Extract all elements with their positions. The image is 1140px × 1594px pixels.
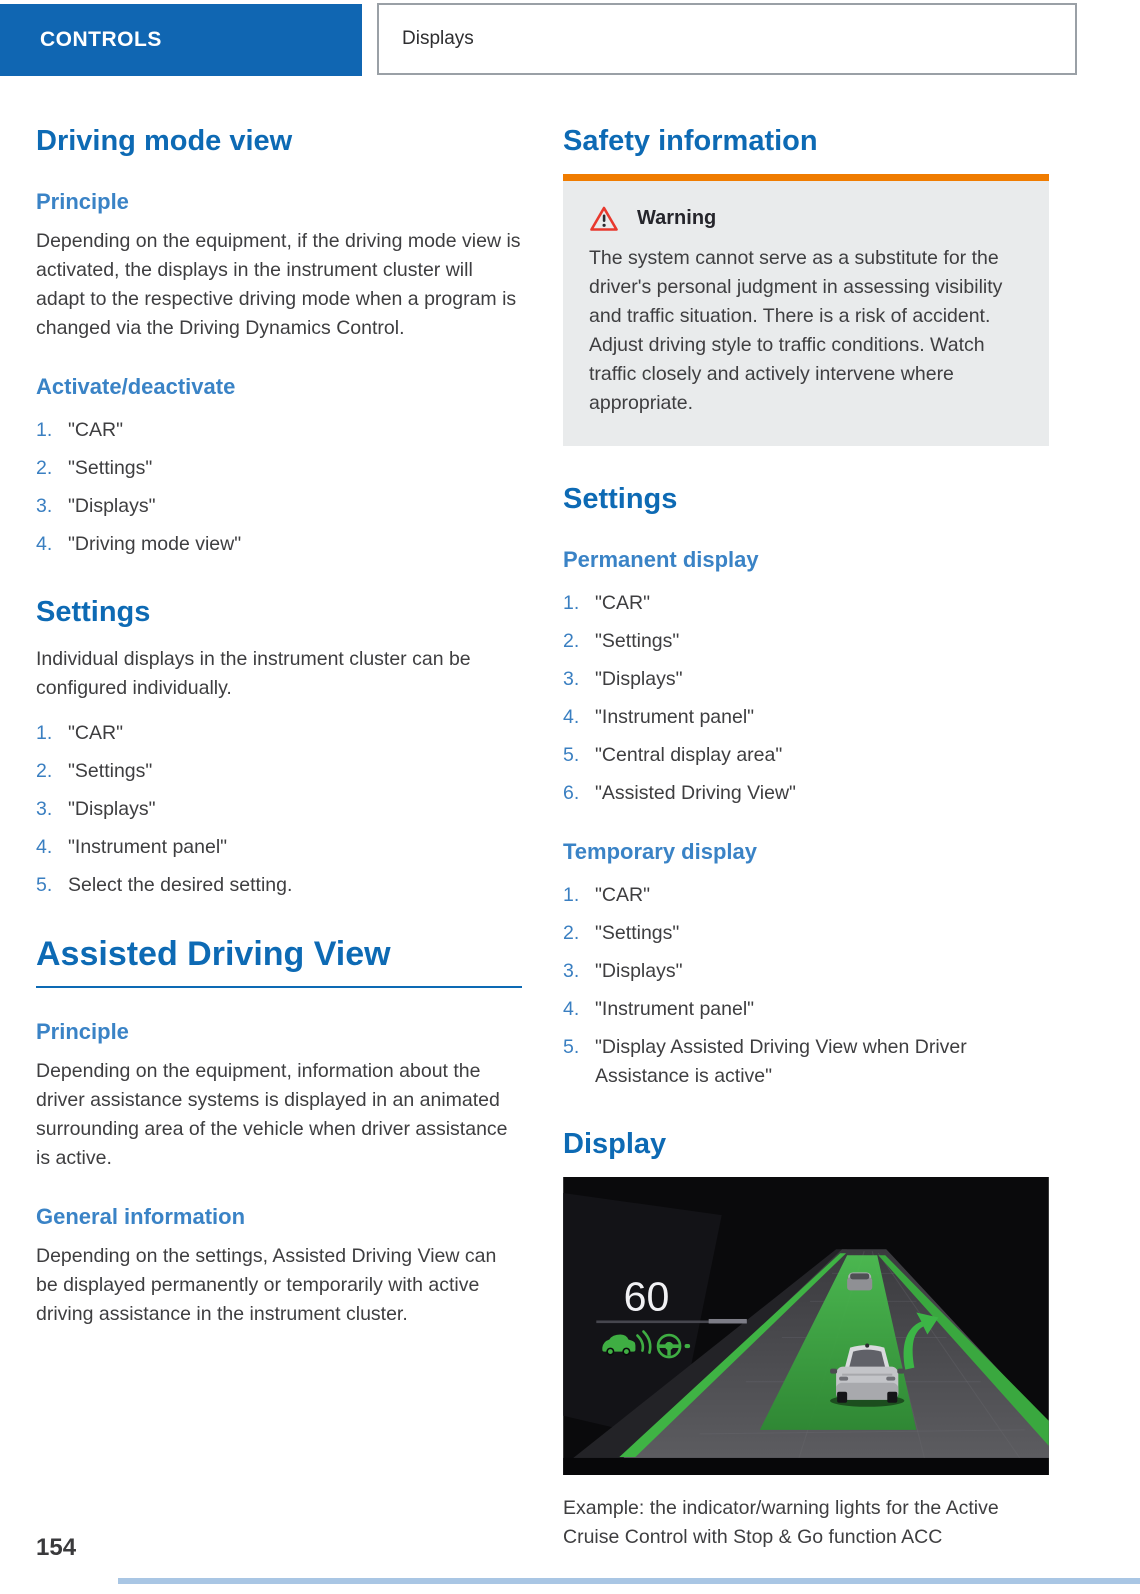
list-number: 1. xyxy=(36,419,53,441)
settings-steps xyxy=(36,719,522,900)
list-number: 5. xyxy=(36,874,53,896)
list-label: "Instrument panel" xyxy=(595,706,755,728)
principle-2-paragraph: Depending on the equipment, information about the driver assistance systems is displayed in an animated surrounding area of the vehicle when driver assistance is active. xyxy=(36,1060,508,1169)
list-label: "Assisted Driving View" xyxy=(595,782,796,804)
footer-rule xyxy=(118,1578,1140,1584)
list-number: 2. xyxy=(563,630,580,652)
list-label: "Displays" xyxy=(595,960,683,982)
list-item xyxy=(36,492,522,521)
subheading-temporary-display: Temporary display xyxy=(563,839,757,864)
subheading-general-information: General information xyxy=(36,1204,246,1229)
list-item xyxy=(36,530,522,559)
list-number: 1. xyxy=(36,722,53,744)
list-number: 3. xyxy=(36,798,53,820)
list-item xyxy=(36,454,522,483)
list-label: "Displays" xyxy=(595,668,683,690)
list-item xyxy=(563,627,1049,656)
list-number: 3. xyxy=(36,495,53,517)
heading-driving-mode-view: Driving mode view xyxy=(36,125,293,157)
speed-value: 60 xyxy=(623,1273,670,1320)
list-label: "Displays" xyxy=(68,495,156,517)
list-number: 1. xyxy=(563,592,580,614)
list-label: "Displays" xyxy=(68,798,156,820)
list-item xyxy=(563,589,1049,618)
heading-display: Display xyxy=(563,1128,667,1160)
warning-body: The system cannot serve as a substitute for the driver's personal judgment in assessing visibility and traffic situation. There is a risk of accident. Adjust driving style to traffic conditions. Watch traffic closely and actively intervene where appropriate. xyxy=(589,247,1003,414)
list-label: "Instrument panel" xyxy=(595,998,755,1020)
list-label: Select the desired setting. xyxy=(68,874,293,896)
list-item xyxy=(563,741,1049,770)
subheading-activate-deactivate: Activate/deactivate xyxy=(36,374,236,399)
list-label: "Instrument panel" xyxy=(68,836,228,858)
list-item xyxy=(36,833,522,862)
list-label: "Settings" xyxy=(68,760,153,782)
temporary-display-steps xyxy=(563,881,1049,1091)
list-item xyxy=(563,957,1049,986)
principle-paragraph: Depending on the equipment, if the driving mode view is activated, the displays in the instrument cluster will adapt to the respective driving mode when a program is changed via the Driving Dynamics Control. xyxy=(36,230,521,339)
subheading-principle-2: Principle xyxy=(36,1019,129,1044)
warning-header xyxy=(589,205,1023,232)
section-tab xyxy=(0,4,362,76)
heading-settings-left: Settings xyxy=(36,596,151,628)
list-number: 2. xyxy=(563,922,580,944)
page-number: 154 xyxy=(36,1534,77,1561)
list-number: 3. xyxy=(563,960,580,982)
list-number: 2. xyxy=(36,457,53,479)
list-item xyxy=(36,416,522,445)
list-item xyxy=(563,881,1049,910)
right-column xyxy=(563,118,1049,1552)
section-label: CONTROLS xyxy=(40,28,162,51)
list-number: 5. xyxy=(563,1036,580,1058)
heading-assisted-driving-view: Assisted Driving View xyxy=(36,934,522,988)
list-item xyxy=(563,665,1049,694)
list-label: "Central display area" xyxy=(595,744,783,766)
list-label: "CAR" xyxy=(595,592,651,614)
list-item xyxy=(563,1033,1049,1091)
list-label: "Display Assisted Driving View when Driver Assistance is active" xyxy=(595,1036,967,1087)
heading-settings-right: Settings xyxy=(563,483,678,515)
list-number: 1. xyxy=(563,884,580,906)
list-number: 3. xyxy=(563,668,580,690)
list-number: 4. xyxy=(563,998,580,1020)
list-label: "Settings" xyxy=(595,630,680,652)
warning-box xyxy=(563,174,1049,446)
list-item xyxy=(563,919,1049,948)
list-item xyxy=(563,779,1049,808)
page-title: Displays xyxy=(402,28,474,49)
cluster-bottom-strip xyxy=(563,1458,1049,1475)
list-number: 2. xyxy=(36,760,53,782)
permanent-display-steps xyxy=(563,589,1049,808)
page-title-box xyxy=(377,3,1077,75)
lead-vehicle xyxy=(847,1272,872,1290)
warning-title: Warning xyxy=(637,207,717,229)
instrument-cluster-figure xyxy=(563,1177,1049,1480)
list-label: "CAR" xyxy=(68,722,124,744)
list-item xyxy=(36,795,522,824)
warning-triangle-icon xyxy=(589,205,619,232)
list-number: 6. xyxy=(563,782,580,804)
list-label: "CAR" xyxy=(68,419,124,441)
subheading-permanent-display: Permanent display xyxy=(563,547,759,572)
list-item xyxy=(36,757,522,786)
list-item xyxy=(36,719,522,748)
settings-paragraph: Individual displays in the instrument cluster can be configured individually. xyxy=(36,648,471,699)
subheading-principle: Principle xyxy=(36,189,129,214)
left-column xyxy=(36,118,522,1339)
list-number: 4. xyxy=(563,706,580,728)
list-item xyxy=(563,995,1049,1024)
general-information-paragraph: Depending on the settings, Assisted Driving View can be displayed permanently or temporarily with active driving assistance in the instrument cluster. xyxy=(36,1245,497,1325)
list-label: "CAR" xyxy=(595,884,651,906)
list-label: "Settings" xyxy=(595,922,680,944)
assisted-driving-view-image xyxy=(563,1177,1049,1475)
list-label: "Settings" xyxy=(68,457,153,479)
heading-safety-information: Safety information xyxy=(563,125,818,157)
figure-caption: Example: the indicator/warning lights for the Active Cruise Control with Stop & Go function ACC xyxy=(563,1497,999,1548)
list-number: 4. xyxy=(36,836,53,858)
list-number: 5. xyxy=(563,744,580,766)
activate-steps xyxy=(36,416,522,559)
list-label: "Driving mode view" xyxy=(68,533,242,555)
list-number: 4. xyxy=(36,533,53,555)
list-item xyxy=(563,703,1049,732)
list-item xyxy=(36,871,522,900)
